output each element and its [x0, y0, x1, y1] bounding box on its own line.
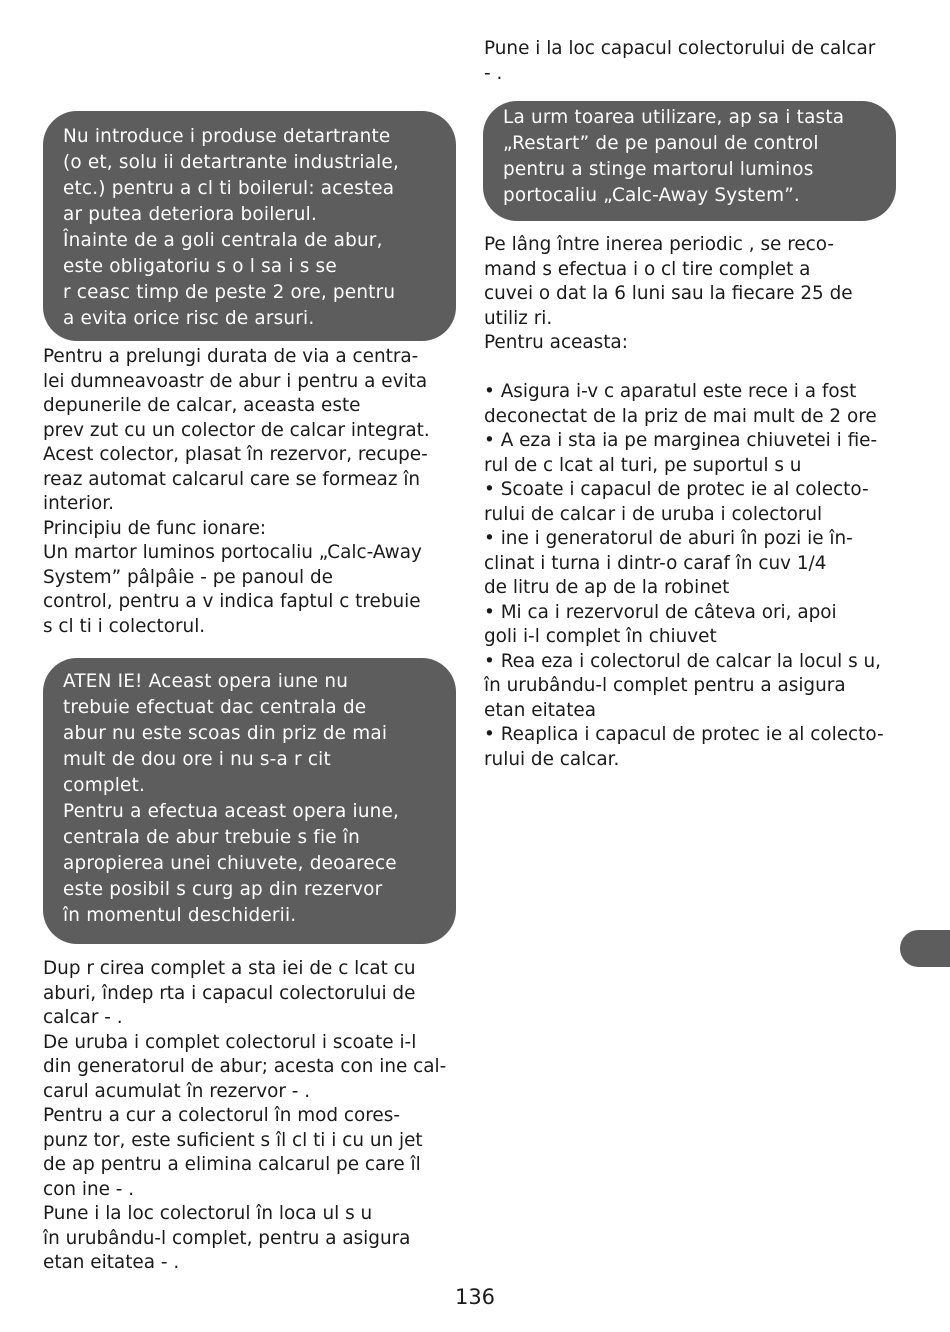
box-line: ar putea deteriora boilerul.	[63, 204, 317, 225]
box-line: r ceasc timp de peste 2 ore, pentru	[63, 282, 396, 303]
paragraph-cleaning-steps	[43, 957, 455, 1276]
box-line: complet.	[63, 775, 146, 796]
text-line: depunerile de calcar, aceasta este	[43, 395, 361, 416]
paragraph-calc-collector	[43, 345, 455, 639]
text-line: utiliz ri.	[484, 307, 553, 329]
text-line: aburi, îndep rta i capacul colectorului de	[43, 982, 416, 1004]
box-line: a evita orice risc de arsuri.	[63, 308, 315, 329]
text-line: con ine - .	[43, 1178, 135, 1200]
text-line: Pune i la loc colectorul în loca ul s u	[43, 1203, 373, 1224]
warning-box-attention	[43, 658, 456, 944]
text-line: cuvei o dat la 6 luni sau la fiecare 25 de	[484, 283, 853, 304]
text-line: Pune i la loc capacul colectorului de calcar	[484, 38, 876, 59]
box-line: apropierea unei chiuvete, deoarece	[63, 853, 397, 874]
text-line: interior.	[43, 493, 114, 514]
text-line: mand s efectua i o cl tire complet a	[484, 258, 811, 280]
text-line: calcar - .	[43, 1007, 123, 1028]
bullet-line: rului de calcar.	[484, 748, 620, 770]
box-line: pentru a stinge martorul luminos	[503, 159, 814, 180]
text-line: System” pâlpâie - pe panoul de	[43, 566, 333, 588]
bullet-line: clinat i turna i dintr-o caraf în cuv 1/4	[484, 552, 827, 574]
text-line: reaz automat calcarul care se formeaz în	[43, 468, 421, 490]
box-line: etc.) pentru a cl ti boilerul: acestea	[63, 178, 395, 199]
bullet-line: etan eitatea	[484, 699, 596, 721]
text-line: - .	[484, 62, 503, 84]
bullet-line: • Scoate i capacul de protec ie al colecto-	[484, 479, 869, 500]
box-line: „Restart” de pe panoul de control	[503, 133, 819, 154]
text-line: De uruba i complet colectorul i scoate i-l	[43, 1031, 417, 1053]
box-line: abur nu este scoas din priz de mai	[63, 723, 388, 744]
bullet-line: • Asigura i-v c aparatul este rece i a fost	[484, 381, 857, 402]
text-line: de ap pentru a elimina calcarul pe care îl	[43, 1154, 421, 1175]
bullet-line: în urubându-l complet pentru a asigura	[484, 675, 846, 696]
page-number: 136	[454, 1285, 496, 1309]
text-line: Acest colector, plasat în rezervor, recupe-	[43, 444, 428, 465]
box-line: ATEN IE! Aceast opera iune nu	[63, 671, 349, 692]
box-line: Înainte de a goli centrala de abur,	[63, 230, 383, 251]
bullet-line: rului de calcar i de uruba i colectorul	[484, 503, 823, 525]
bullet-line: • A eza i sta ia pe marginea chiuvetei i fie-	[484, 430, 878, 451]
text-line: carul acumulat în rezervor - .	[43, 1080, 311, 1102]
box-line: centrala de abur trebuie s fie în	[63, 827, 361, 848]
section-tab-marker	[900, 930, 950, 967]
paragraph-replace-cap	[484, 37, 896, 86]
bullet-line: deconectat de la priz de mai mult de 2 ore	[484, 405, 877, 427]
text-line: Dup r cirea complet a sta iei de c lcat cu	[43, 958, 416, 979]
bullet-line: • Reaplica i capacul de protec ie al colecto-	[484, 724, 884, 745]
box-line: Pentru a efectua aceast opera iune,	[63, 801, 400, 822]
paragraph-full-rinse	[484, 233, 896, 772]
text-line: Pe lâng între inerea periodic , se reco-	[484, 234, 835, 255]
bullet-line: • Rea eza i colectorul de calcar la locul s u,	[484, 650, 881, 672]
text-line: din generatorul de abur; acesta con ine cal-	[43, 1056, 447, 1077]
text-line: control, pentru a v indica faptul c trebuie	[43, 591, 421, 612]
text-line: etan eitatea - .	[43, 1252, 180, 1273]
bullet-line: de litru de ap de la robinet	[484, 577, 730, 598]
text-line: Pentru aceasta:	[484, 332, 628, 353]
box-line: în momentul deschiderii.	[63, 905, 297, 926]
text-line: Pentru a prelungi durata de via a centra-	[43, 346, 419, 367]
bullet-line: goli i-l complet în chiuvet	[484, 626, 717, 647]
box-line: este obligatoriu s o l sa i s se	[63, 256, 337, 277]
text-line: s cl ti i colectorul.	[43, 615, 206, 637]
bullet-line: • ine i generatorul de aburi în pozi ie în-	[484, 528, 853, 549]
box-line: trebuie efectuat dac centrala de	[63, 697, 367, 718]
box-line: (o et, solu ii detartrante industriale,	[63, 152, 399, 173]
box-line: Nu introduce i produse detartrante	[63, 126, 391, 147]
text-line: în urubându-l complet, pentru a asigura	[43, 1227, 411, 1249]
text-line: Un martor luminos portocaliu „Calc-Away	[43, 542, 422, 563]
warning-box-detartrants	[43, 111, 456, 341]
box-line: portocaliu „Calc-Away System”.	[503, 185, 800, 206]
text-line: Pentru a cur a colectorul în mod cores-	[43, 1105, 400, 1126]
bullet-line: rul de c lcat al turi, pe suportul s u	[484, 454, 802, 476]
blank-line	[484, 356, 896, 381]
box-line: La urm toarea utilizare, ap sa i tasta	[503, 107, 845, 128]
bullet-line: • Mi ca i rezervorul de câteva ori, apoi	[484, 601, 837, 623]
text-line: punz tor, este suficient s îl cl ti i cu un jet	[43, 1129, 423, 1151]
info-box-restart	[483, 101, 896, 221]
text-line: lei dumneavoastr de abur i pentru a evita	[43, 370, 428, 392]
box-line: este posibil s curg ap din rezervor	[63, 879, 383, 900]
box-line: mult de dou ore i nu s-a r cit	[63, 749, 331, 770]
text-line: Principiu de func ionare:	[43, 517, 267, 539]
text-line: prev zut cu un colector de calcar integrat.	[43, 419, 430, 441]
